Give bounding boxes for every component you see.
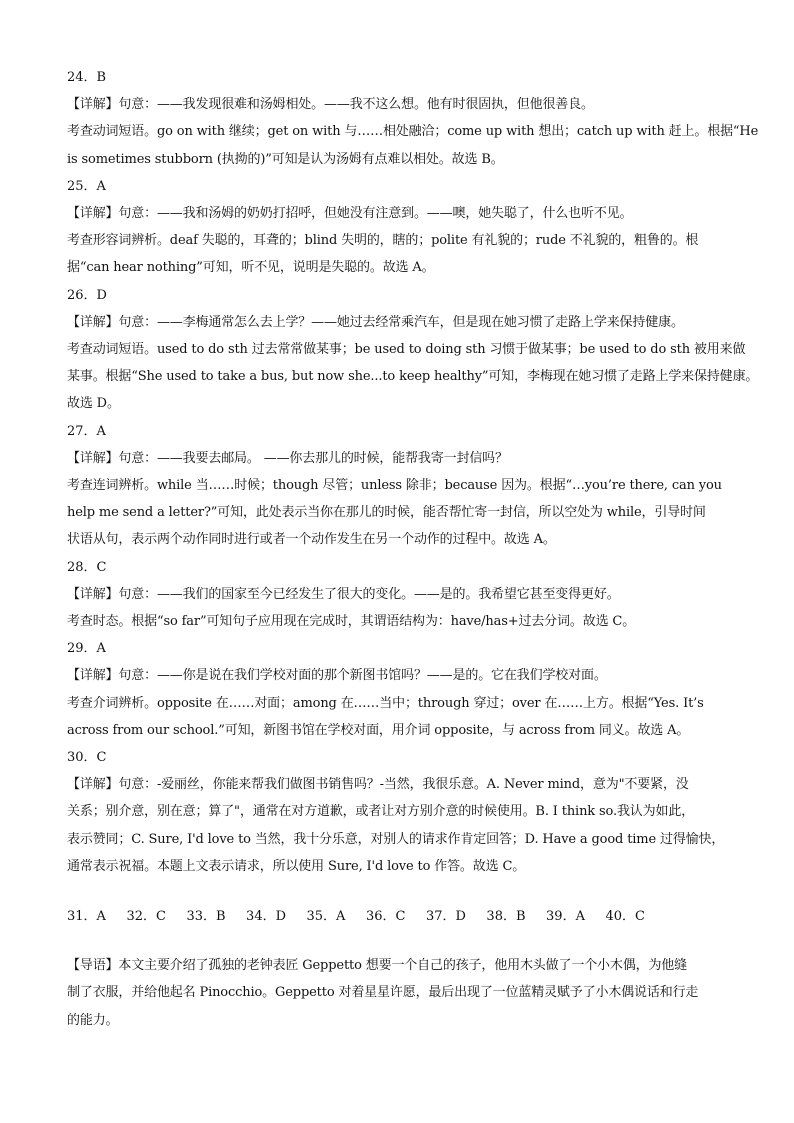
item-29 [67,635,729,744]
explanation-line: 【详解】句意：——我和汤姆的奶奶打招呼，但她没有注意到。——噢，她失聪了，什么也听不见。 [67,206,633,222]
answer-explanations [67,64,759,1034]
explanation-line: 通常表示祝福。本题上文表示请求，所以使用 Sure, I'd love to 作答。故选 C。 [67,858,526,874]
answer-34: 34．D [246,909,287,925]
explanation-line: help me send a letter?”可知，此处表示当你在那儿的时候，能否帮忙寄一封信，所以空处为 while，引导时间 [67,505,706,521]
question-number: 26．D [67,287,107,303]
explanation-line: 据“can hear nothing”可知，听不见，说明是失聪的。故选 A。 [67,260,435,276]
explanation-line: 状语从句，表示两个动作同时进行或者一个动作发生在另一个动作的过程中。故选 A。 [67,532,556,548]
answer-40: 40．C [605,909,645,925]
question-number: 30．C [67,750,107,766]
item-25 [67,173,729,282]
explanation-line: 某事。根据“She used to take a bus, but now she...to keep healthy”可知，李梅现在她习惯了走路上学来保持健康。 [67,369,759,385]
item-24 [67,64,759,173]
question-number: 24．B [67,70,107,85]
explanation-line: 【详解】句意：——李梅通常怎么去上学？——她过去经常乘汽车，但是现在她习惯了走路上学来保持健康。 [67,314,684,330]
explanation-line: across from our school.”可知，新图书馆在学校对面，用介词 opposite，与 across from 同义。故选 A。 [67,722,690,738]
guide-line: 制了衣服，并给他起名 Pinocchio。Geppetto 对着星星许愿，最后出现了一位蓝精灵赋予了小木偶说话和行走 [67,985,699,1001]
answer-33: 33．B [186,909,226,925]
question-number: 25．A [67,178,106,194]
explanation-line: 考查动词短语。go on with 继续；get on with 与……相处融洽；come up with 想出；catch up with 赶上。根据“He [67,124,759,140]
item-30 [67,744,729,880]
answer-36: 36．C [365,909,406,925]
answer-32: 32．C [126,909,166,925]
explanation-line: 故选 D。 [67,396,120,412]
explanation-line: 关系；别介意，别在意；算了"，通常在对方道歉，或者让对方别介意的时候使用。B. I think so.我认为如此， [67,804,695,820]
explanation-line: 【详解】句意：——我要去邮局。 ——你去那儿的时候，能帮我寄一封信吗？ [67,450,508,466]
item-28 [67,554,729,636]
explanation-line: 表示赞同；C. Sure, I'd love to 当然，我十分乐意，对别人的请求作肯定回答；D. Have a good time 过得愉快， [67,831,725,847]
passage-guide [67,952,729,1034]
explanation-line: 考查介词辨析。opposite 在……对面；among 在……当中；through 穿过；over 在……上方。根据“Yes. It’s [67,695,704,711]
answer-37: 37．D [425,909,466,925]
answer-key-row [67,903,729,930]
question-number: 29．A [67,641,106,657]
explanation-line: is sometimes stubborn (执拗的)”可知是认为汤姆有点难以相处。故选 B。 [67,151,504,167]
explanation-line: 考查连词辨析。while 当……时候；though 尽管；unless 除非；because 因为。根据“…you’re there, can you [67,478,722,494]
item-27 [67,418,729,554]
question-number: 28．C [67,559,107,575]
question-number: 27．A [67,423,106,439]
explanation-line: 【详解】句意：——你是说在我们学校对面的那个新图书馆吗？——是的。它在我们学校对面。 [67,668,607,684]
explanation-line: 考查时态。根据“so far”可知句子应用现在完成时，其谓语结构为：have/has+过去分词。故选 C。 [67,614,636,630]
item-26 [67,282,759,418]
explanation-line: 【详解】句意：-爱丽丝，你能来帮我们做图书销售吗？-当然，我很乐意。A. Never mind，意为"不要紧，没 [67,777,689,793]
explanation-line: 【详解】句意：——我发现很难和汤姆相处。——我不这么想。他有时很固执，但他很善良。 [67,97,594,113]
answer-39: 39．A [546,909,585,925]
explanation-line: 考查动词短语。used to do sth 过去常常做某事；be used to doing sth 习惯于做某事；be used to do sth 被用来做 [67,342,746,358]
answer-38: 38．B [486,909,526,925]
answer-35: 35．A [306,909,346,925]
guide-line: 的能力。 [67,1012,119,1028]
guide-line: 【导语】本文主要介绍了孤独的老钟表匠 Geppetto 想要一个自己的孩子，他用木头做了一个小木偶，为他缝 [67,958,688,974]
explanation-line: 考查形容词辨析。deaf 失聪的，耳聋的；blind 失明的，瞎的；polite 有礼貌的；rude 不礼貌的，粗鲁的。根 [67,233,699,249]
answer-31: 31．A [67,909,106,925]
explanation-line: 【详解】句意：——我们的国家至今已经发生了很大的变化。——是的。我希望它甚至变得更好。 [67,586,620,602]
